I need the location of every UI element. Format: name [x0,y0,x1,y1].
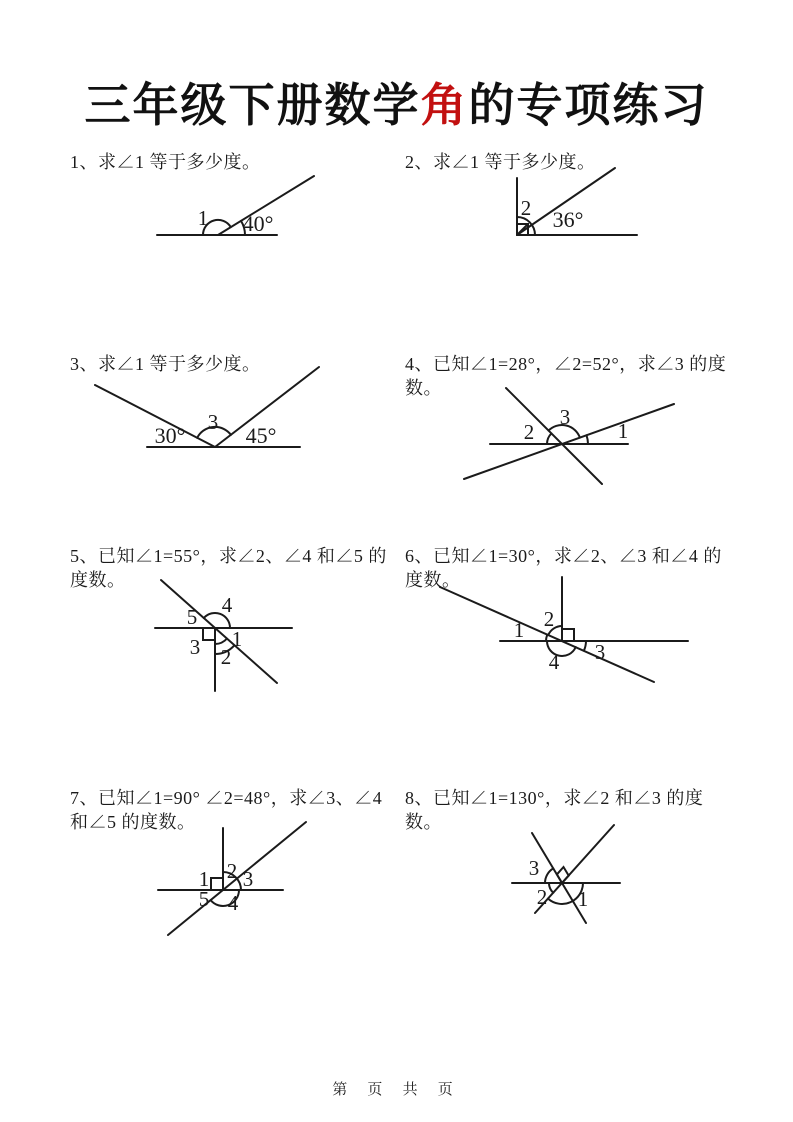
angle-arc [547,433,551,444]
figure-3-angle-diagram [67,359,357,459]
angle-label: 1 [513,618,525,642]
figure-2-angle-diagram [437,153,657,248]
angle-label: 2 [543,607,555,631]
problem-4-text: 4、已知∠1=28°，∠2=52°，求∠3 的度数。 [405,354,727,399]
angle-label: 2 [220,645,232,669]
degree-label: 36° [552,207,584,232]
page-footer: 第 页 共 页 [332,1081,461,1098]
angle-label: 3 [242,867,254,891]
angle-label: 3 [207,410,219,434]
diagonal-line [161,580,277,683]
problem-5 [70,544,403,669]
angle-label: 2 [536,885,548,909]
angle-arc [587,435,589,444]
figure-8-angle-diagram [402,819,692,937]
title-highlight: 角 [420,78,469,131]
problem-8-text: 8、已知∠1=130°，求∠2 和∠3 的度数。 [405,788,704,833]
problem-3-text: 3、求∠1 等于多少度。 [70,354,261,374]
angle-label: 1 [231,627,243,651]
angle-label: 3 [559,405,571,429]
angle-label: 2 [226,859,238,883]
right-angle-marker [203,628,215,640]
angle-label: 1 [577,887,589,911]
degree-label: 45° [245,423,277,448]
degree-label: 40° [242,211,274,236]
title-prefix: 三年级下册数学 [84,78,421,131]
angle-label: 1 [197,206,209,230]
problem-2 [405,150,738,232]
angle-label: 5 [186,605,198,629]
figure-5-angle-diagram [65,576,355,696]
angle-arc [215,639,227,644]
problem-5-text: 5、已知∠1=55°，求∠2、∠4 和∠5 的度数。 [70,546,387,591]
right-angle-marker [211,878,223,890]
problem-6-text: 6、已知∠1=30°，求∠2、∠3 和∠4 的度数。 [405,546,722,591]
problem-7 [70,786,403,915]
angle-label: 4 [548,650,560,674]
angle-label: 5 [198,887,210,911]
problem-1 [70,150,403,236]
figure-7-angle-diagram [68,818,358,940]
problem-4 [405,352,738,444]
problem-3 [70,352,403,448]
angle-arc [545,868,553,883]
angle-label: 3 [189,635,201,659]
title-suffix: 的专项练习 [468,78,709,131]
angle-label: 1 [198,867,210,891]
angle-arc [584,641,586,651]
angle-label: 2 [523,420,535,444]
figure-1-angle-diagram [146,171,326,249]
degree-label: 30° [154,423,186,448]
angle-label: 4 [221,593,233,617]
problem-8 [405,786,738,911]
angle-arc [549,883,553,893]
angle-label: 4 [227,891,239,915]
figure-6-angle-diagram [402,569,692,684]
angle-label: 3 [528,856,540,880]
right-angle-marker [562,629,574,641]
angle-label: 3 [594,640,606,664]
problem-6 [405,544,738,674]
figure-4-angle-diagram [412,374,702,486]
problem-2-text: 2、求∠1 等于多少度。 [405,152,596,172]
angle-label: 2 [520,196,532,220]
problem-7-text: 7、已知∠1=90° ∠2=48°，求∠3、∠4 和∠5 的度数。 [70,788,383,833]
angle-label: 1 [617,419,629,443]
problem-1-text: 1、求∠1 等于多少度。 [70,152,261,172]
page-title [0,69,793,135]
